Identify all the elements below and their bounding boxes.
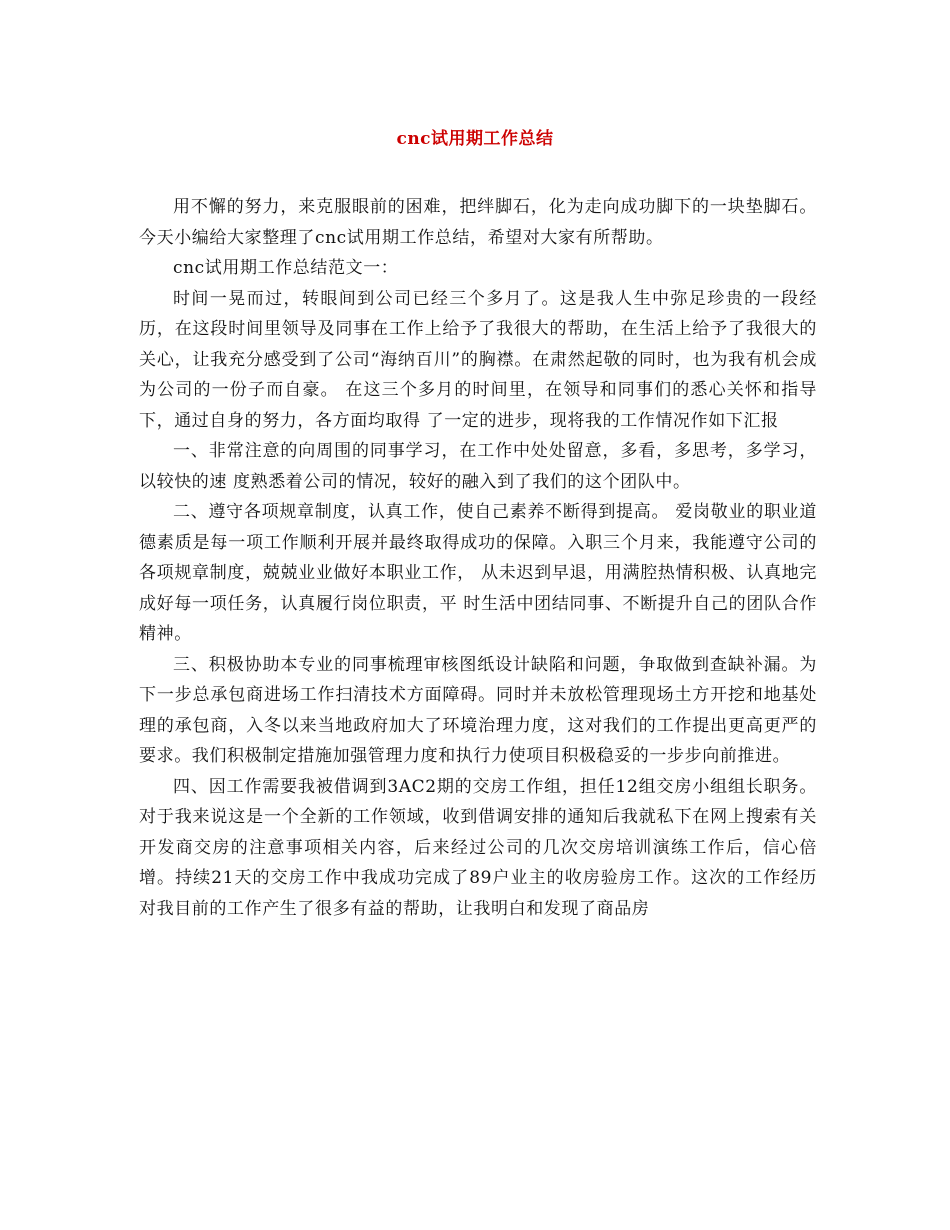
paragraph-intro: 用不懈的努力，来克服眼前的困难，把绊脚石，化为走向成功脚下的一块垫脚石。今天小编给大家整理了cnc试用期工作总结，希望对大家有所帮助。 <box>139 197 817 248</box>
document-title: cnc试用期工作总结 <box>396 129 554 149</box>
document-body <box>139 192 817 924</box>
paragraph-point-3: 三、积极协助本专业的同事梳理审核图纸设计缺陷和问题，争取做到查缺补漏。为下一步总承包商进场工作扫清技术方面障碍。同时并未放松管理现场土方开挖和地基处理的承包商，入冬以来当地政府加大了环境治理力度，这对我们的工作提出更高更严的要求。我们积极制定措施加强管理力度和执行力使项目积极稳妥的一步步向前推进。 <box>139 654 817 766</box>
paragraph-overview: 时间一晃而过，转眼间到公司已经三个多月了。这是我人生中弥足珍贵的一段经历，在这段时间里领导及同事在工作上给予了我很大的帮助，在生活上给予了我很大的关心，让我充分感受到了公司“海纳百川”的胸襟。在肃然起敬的同时，也为我有机会成为公司的一份子而自豪。 在这三个多月的时间里，在领导和同事们的悉心关怀和指导下，通过自身的努力，各方面均取得 了一定的进步，现将我的工作情况作如下汇报 <box>139 288 817 431</box>
paragraph-point-1: 一、非常注意的向周围的同事学习，在工作中处处留意，多看，多思考，多学习，以较快的速 度熟悉着公司的情况，较好的融入到了我们的这个团队中。 <box>139 441 817 492</box>
paragraph-sample-heading: cnc试用期工作总结范文一： <box>173 258 399 278</box>
paragraph-point-4: 四、因工作需要我被借调到3AC2期的交房工作组，担任12组交房小组组长职务。对于我来说这是一个全新的工作领域，收到借调安排的通知后我就私下在网上搜索有关开发商交房的注意事项相关内容，后来经过公司的几次交房培训演练工作后，信心倍增。持续21天的交房工作中我成功完成了89户业主的收房验房工作。这次的工作经历对我目前的工作产生了很多有益的帮助，让我明白和发现了商品房 <box>139 776 817 919</box>
paragraph-point-2: 二、遵守各项规章制度，认真工作，使自己素养不断得到提高。 爱岗敬业的职业道德素质是每一项工作顺利开展并最终取得成功的保障。入职三个月来，我能遵守公司的各项规章制度，兢兢业业做好本职业工作， 从未迟到早退，用满腔热情积极、认真地完成好每一项任务，认真履行岗位职责，平 时生活中团结同事、不断提升自己的团队合作精神。 <box>139 502 817 644</box>
